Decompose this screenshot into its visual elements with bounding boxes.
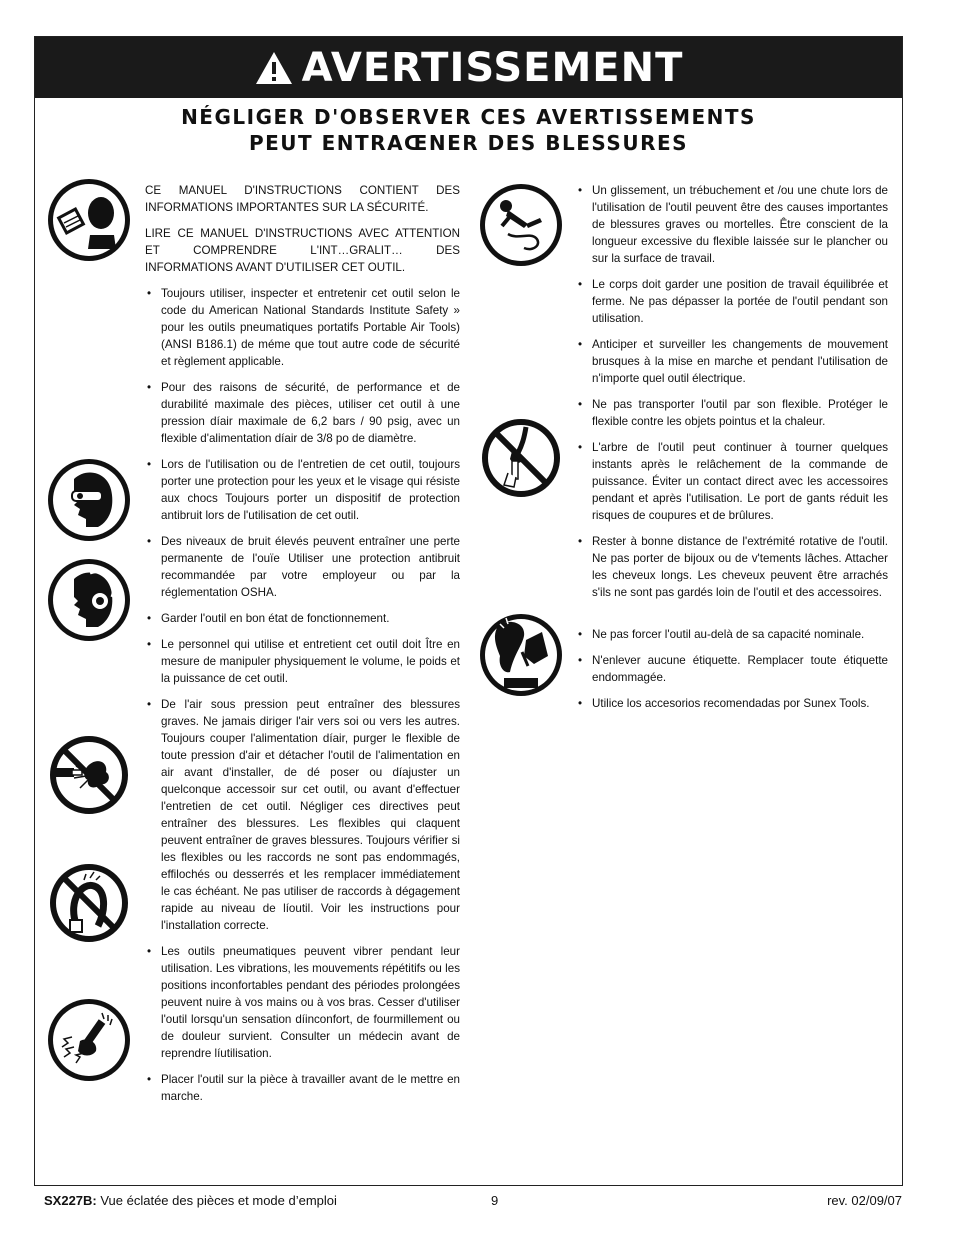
subheading-line-2: PEUT ENTRAŒNER DES BLESSURES	[248, 131, 689, 155]
list-item: • Utilice los accesorios recomendadas por Sunex Tools.	[576, 695, 888, 712]
warning-triangle-icon	[254, 50, 294, 86]
list-item: • Anticiper et surveiller les changements de mouvement brusques à la mise en marche et pendant l'utilisation de n'importe quel outil électrique.	[576, 336, 888, 387]
list-item: • Toujours utiliser, inspecter et entretenir cet outil selon le code du American National Standards Institute Safety » pour les outils pneumatiques portatifs Portable Air Tools) (ANSI B186.1) de méme que tout autre code de sécurité et règlement applicable.	[145, 285, 460, 370]
list-item: • Ne pas forcer l'outil au-delà de sa capacité nominale.	[576, 626, 888, 643]
list-item: • Lors de l'utilisation ou de l'entretien de cet outil, toujours porter une protection pour les yeux et le visage qui résiste aux chocs Toujours porter un dispositif de protection antibruit lors de l'utilisation de cet outil.	[145, 456, 460, 524]
list-item: • N'enlever aucune étiquette. Remplacer toute étiquette endommagée.	[576, 652, 888, 686]
list-item: • L'arbre de l'outil peut continuer à tourner quelques instants après le relâchement de la commande de puissance. Éviter un contact direct avec les accessoires pendant et après l'utilisation. Le port de gants réduit les risques de coupures et de brûlures.	[576, 439, 888, 524]
list-item: • Un glissement, un trébuchement et /ou une chute lors de l'utilisation de l'outil peuvent être des causes importantes de blessures graves ou mortelles. Être conscient de la longueur excessive du flexible laissée sur le plancher ou sur la surface de travail.	[576, 182, 888, 267]
list-item: • Rester à bonne distance de l'extrémité rotative de l'outil. Ne pas porter de bijoux ou de v'tements lâches. Attacher les cheveux longs. Les cheveux peuvent être arrachés s'ils ne sont pas gardés loin de l'outil et des accessoires.	[576, 533, 888, 601]
vibration-icon	[46, 997, 132, 1083]
list-item: • Placer l'outil sur la pièce à travailler avant de le mettre en marche.	[145, 1071, 460, 1105]
warning-banner	[35, 37, 902, 98]
eye-protection-icon	[46, 457, 132, 543]
list-item: • Les outils pneumatiques peuvent vibrer pendant leur utilisation. Les vibrations, les mouvements répétitifs ou les positions inconfortables pendant des périodes prolongées peuvent nuire à vos mains ou à vos bras. Cesser d'utiliser l'outil lorsqu'un sensation díinconfort, de fourmillement ou de douleur survient. Consulter un médecin avant de reprendre líutilisation.	[145, 943, 460, 1062]
no-pressurized-air-icon	[46, 732, 132, 818]
footer-model: SX227B:	[44, 1193, 97, 1208]
list-item: • De l'air sous pression peut entraîner des blessures graves. Ne jamais diriger l'air vers soi ou vers les autres. Toujours couper l'alimentation díair, purger le flexible de toute pression d'air et détacher l'outil de l'alimentation en air avant d'installer, de dé poser ou díajuster un quelconque accessoir sur cet outil, ou avant d'effectuer l'entretien de cet outil. Négliger ces directives peut entraîner des blessures. Les flexibles qui claquent peuvent entraîner de graves blessures. Toujours vérifier si les flexibles ou les raccords ne sont pas endommagés, effilochés ou desserrés et les remplacer immédiatement le cas échéant. Ne pas utiliser de raccords à dégagement rapide au niveau de líoutil. Voir les instructions pour l'installation correcte.	[145, 696, 460, 934]
subheading-line-1: NÉGLIGER D'OBSERVER CES AVERTISSEMENTS	[181, 105, 756, 129]
left-text-column	[145, 182, 460, 1114]
page-number: 9	[491, 1193, 499, 1208]
no-carry-by-hose-icon	[478, 415, 564, 501]
intro-paragraph-2: LIRE CE MANUEL D'INSTRUCTIONS AVEC ATTENTION ET COMPRENDRE L'INT…GRALIT… DES INFORMATIONS AVANT D'UTILISER CET OUTIL.	[145, 227, 460, 274]
slip-trip-fall-icon	[478, 182, 564, 268]
intro-paragraph-1: CE MANUEL D'INSTRUCTIONS CONTIENT DES INFORMATIONS IMPORTANTES SUR LA SÉCURITÉ.	[145, 184, 460, 214]
right-warning-list	[576, 182, 888, 712]
banner-title: AVERTISSEMENT	[301, 44, 684, 91]
footer-document-title	[44, 1193, 337, 1208]
list-item: • Des niveaux de bruit élevés peuvent entraîner une perte permanente de l'ouïe Utiliser une protection antibruit recommandée par votre employeur ou par la réglementation OSHA.	[145, 533, 460, 601]
list-item: • Le personnel qui utilise et entretient cet outil doit Ître en mesure de manipuler physiquement le volume, le poids et la puissance de cet outil.	[145, 636, 460, 687]
entanglement-icon	[478, 612, 564, 698]
list-item: • Le corps doit garder une position de travail équilibrée et ferme. Ne pas dépasser la portée de l'outil pendant son utilisation.	[576, 276, 888, 327]
read-manual-icon	[46, 177, 132, 263]
revision-date: rev. 02/09/07	[827, 1193, 902, 1208]
right-text-column	[576, 182, 888, 721]
list-item: • Garder l'outil en bon état de fonctionnement.	[145, 610, 460, 627]
no-whipping-hose-icon	[46, 860, 132, 946]
list-item: • Ne pas transporter l'outil par son flexible. Protéger le flexible contre les objets pointus et la chaleur.	[576, 396, 888, 430]
hearing-protection-icon	[46, 557, 132, 643]
left-warning-list	[145, 285, 460, 1105]
list-item: • Pour des raisons de sécurité, de performance et de durabilité maximale des pièces, utiliser cet outil à une pression díair maximale de 6,2 bars / 90 psig, avec un flexible d'alimentation díair de 3/8 po de diamètre.	[145, 379, 460, 447]
warning-subheading	[35, 104, 902, 156]
footer-doc-title: Vue éclatée des pièces et mode d’emploi	[96, 1193, 337, 1208]
